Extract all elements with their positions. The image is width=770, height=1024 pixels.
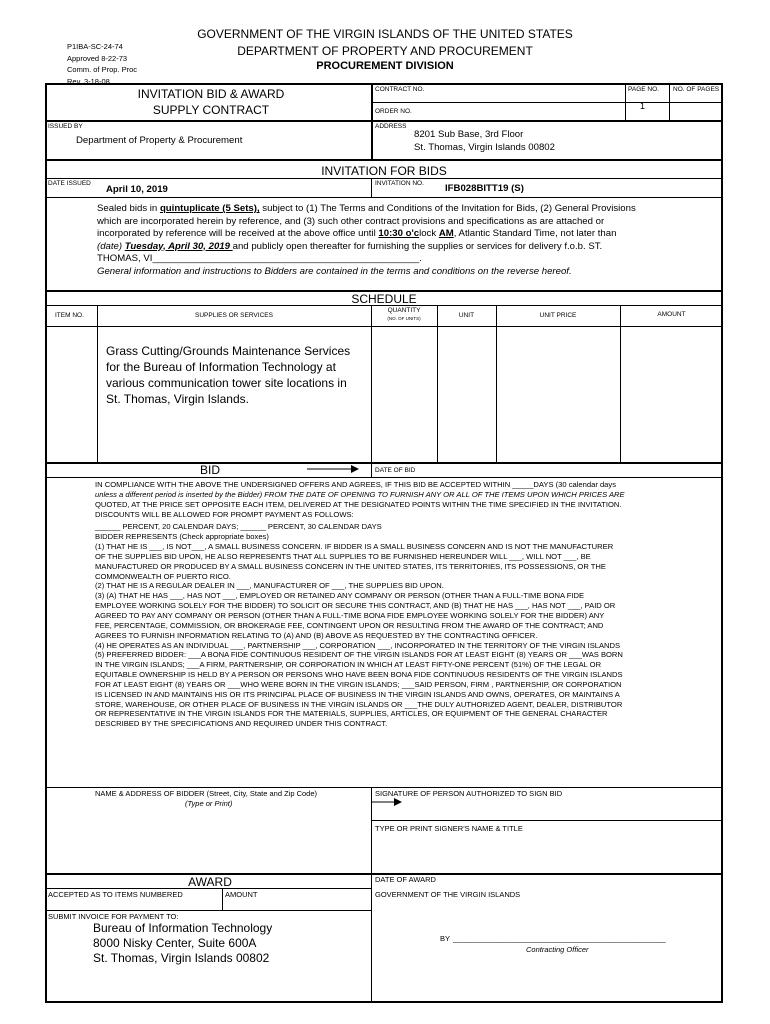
bid-line: COMMONWEALTH OF PUERTO RICO.: [95, 571, 231, 581]
invitation-text: Sealed bids in: [97, 203, 160, 214]
page-no-label: PAGE NO.: [628, 86, 659, 93]
no-of-pages-label: NO. OF PAGES: [673, 86, 720, 93]
schedule-title: SCHEDULE: [351, 292, 417, 306]
award-title: AWARD: [188, 875, 232, 889]
col-supplies: SUPPLIES OR SERVICES: [195, 312, 273, 319]
government-label: GOVERNMENT OF THE VIRGIN ISLANDS: [375, 890, 521, 899]
invoice-line: St. Thomas, Virgin Islands 00802: [93, 951, 270, 965]
date-of-award-label: DATE OF AWARD: [375, 875, 436, 884]
order-no-label: ORDER NO.: [375, 108, 412, 115]
bid-line: (4) HE OPERATES AS AN INDIVIDUAL ___, PARTNERSHIP ___, CORPORATION ___, INCORPORATED IN THE TERRITORY OF THE VIRGIN ISLANDS: [95, 640, 621, 650]
invitation-title: INVITATION FOR BIDS: [321, 164, 447, 178]
amount-label: AMOUNT: [225, 890, 258, 899]
invitation-text: and publicly open thereafter for furnishing the supplies or services for delivery f.o.b. ST.: [232, 240, 603, 252]
bid-line: OR REPRESENTATIVE IN THE VIRGIN ISLANDS FOR THE MATERIALS, SUPPLIES, ARTICLES, OR EQUIPMENT OF THE GENERAL CHARACTER: [95, 709, 608, 719]
bid-line: IN THE VIRGIN ISLANDS; ___A FIRM, PARTNERSHIP, OR CORPORATION IN WHICH AT LEAST FIFTY-ONE PERCENT (51%) OF THE LEGAL OR: [95, 660, 602, 670]
col-quantity-sub: (NO. OF UNITS): [387, 316, 421, 321]
accepted-items-label: ACCEPTED AS TO ITEMS NUMBERED: [48, 890, 183, 899]
header-government: GOVERNMENT OF THE VIRGIN ISLANDS OF THE UNITED STATES: [197, 27, 573, 41]
invitation-no-value: IFB028BITT19 (S): [445, 183, 524, 194]
bid-line: STORE, WAREHOUSE, OR OTHER PLACE OF BUSINESS IN THE VIRGIN ISLANDS OR ___THE DULY AUTHORIZED AGENT, DEALER, DISTRIBUTOR: [95, 699, 623, 709]
delivery-location: THOMAS, VI: [97, 253, 153, 264]
arrow-right-icon: [307, 464, 359, 474]
header-division: PROCUREMENT DIVISION: [316, 60, 454, 72]
signer-name-label: TYPE OR PRINT SIGNER'S NAME & TITLE: [375, 824, 523, 833]
bid-line: (5) PREFERRED BIDDER: ___A BONA FIDE CONTINUOUS RESIDENT OF THE VIRGIN ISLANDS FOR AT LEAST EIGHT (8) YEARS OR ___WAS BORN: [95, 650, 623, 660]
date-issued-value: April 10, 2019: [106, 184, 168, 195]
schedule-description: [106, 343, 350, 407]
bid-line: EMPLOYEE WORKING SOLELY FOR THE BIDDER) TO SOLICIT OR SECURE THIS CONTRACT, AND (B) THAT HE HAS ___, HAS NOT ___, PAID OR: [95, 601, 616, 611]
date-issued-label: DATE ISSUED: [48, 180, 91, 187]
bid-line: (3) (A) THAT HE HAS ___, HAS NOT ___, EMPLOYED OR RETAINED ANY COMPANY OR PERSON (OTHER THAN A FULL-TIME BONA FIDE: [95, 591, 585, 601]
arrow-right-icon: [372, 797, 402, 807]
by-label: BY: [440, 934, 451, 943]
contracting-officer-label: Contracting Officer: [526, 945, 589, 954]
header-department: DEPARTMENT OF PROPERTY AND PROCUREMENT: [237, 44, 533, 58]
form-code-line: Rev. 3-18-08: [67, 76, 110, 86]
bid-line: BIDDER REPRESENTS (Check appropriate boxes): [95, 532, 269, 542]
bid-line: EQUITABLE OWNERSHIP IS HELD BY A PERSON OR PERSONS WHO HAVE BEEN BONA FIDE CONTINUOUS RESIDENTS OF THE VIRGIN ISLANDS: [95, 670, 623, 680]
quintuplicate-text: quintuplicate (5 Sets),: [159, 203, 260, 214]
by-signature-line: ___________________________________________________: [453, 934, 666, 943]
opening-date: Tuesday, April 30, 2019: [124, 240, 233, 252]
bid-line: IS LICENSED IN AND MAINTAINS HIS OR ITS PRINCIPAL PLACE OF BUSINESS IN THE VIRGIN ISLANDS AND OWNS, OPERATES, OR MAINTAINS A: [95, 689, 620, 699]
bid-line: MANUFACTURED OR PRODUCED BY A SMALL BUSINESS CONCERN IN THE UNITED STATES, ITS TERRITORIES, ITS POSSESSIONS, OR THE: [95, 561, 606, 571]
bid-line: AGREES TO FURNISH INFORMATION RELATING TO (A) AND (B) ABOVE AS REQUESTED BY THE CONTRACTING OFFICER.: [95, 630, 538, 640]
description-line: various communication tower site locations in: [106, 376, 347, 390]
bidder-name-label: NAME & ADDRESS OF BIDDER (Street, City, State and Zip Code): [95, 789, 318, 798]
col-unit: UNIT: [458, 312, 475, 319]
bid-line: (1) THAT HE IS ___, IS NOT___, A SMALL BUSINESS CONCERN. IF BIDDER IS A SMALL BUSINESS CONCERN AND IS NOT THE MANUFACTURER: [95, 542, 614, 552]
invitation-text: , Atlantic Standard Time, not later than: [453, 228, 617, 239]
description-line: for the Bureau of Information Technology at: [106, 360, 336, 374]
form-title-line2: SUPPLY CONTRACT: [152, 103, 270, 117]
invitation-no-label: INVITATION NO.: [375, 180, 424, 187]
address-value: [414, 128, 555, 154]
bid-line: ______ PERCENT, 20 CALENDAR DAYS; ______ PERCENT, 30 CALENDAR DAYS: [95, 522, 382, 532]
issued-by-label: ISSUED BY: [48, 123, 83, 130]
form-code: [67, 41, 137, 87]
bid-line: OF THE SUPPLIES BID UPON, HE ALSO REPRESENTS THAT ALL SUPPLIES TO BE FURNISHED HEREUNDER WILL ___, WILL NOT ___, BE: [95, 551, 591, 561]
invitation-body: [97, 203, 717, 278]
invitation-text: incorporated by reference will be received at the above office until: [97, 228, 379, 239]
bidder-name-sub: (Type or Print): [185, 799, 233, 808]
form-code-line: P1IBA-SC-24-74: [67, 42, 123, 51]
date-label: (date): [97, 240, 125, 252]
submit-invoice-label: SUBMIT INVOICE FOR PAYMENT TO:: [48, 912, 179, 921]
col-quantity: QUANTITY: [387, 307, 421, 314]
description-line: Grass Cutting/Grounds Maintenance Services: [106, 344, 351, 358]
address-label: ADDRESS: [375, 123, 407, 130]
date-of-bid-label: DATE OF BID: [375, 467, 416, 474]
address-line1: 8201 Sub Base, 3rd Floor: [414, 129, 524, 140]
issued-by-value: Department of Property & Procurement: [76, 135, 243, 146]
col-amount: AMOUNT: [657, 311, 686, 318]
general-info: General information and instructions to Bidders are contained in the terms and conditions on the reverse hereof.: [97, 265, 572, 277]
bid-line: (2) THAT HE IS A REGULAR DEALER IN ___, MANUFACTURER OF ___, THE SUPPLIES BID UPON.: [95, 581, 444, 591]
invoice-address: [93, 921, 272, 966]
col-unit-price: UNIT PRICE: [539, 312, 577, 319]
address-line2: St. Thomas, Virgin Islands 00802: [414, 142, 555, 153]
bid-line: DESCRIBED BY THE SPECIFICATIONS AND REQUIRED UNDER THIS CONTRACT.: [95, 719, 388, 729]
bid-line: IN COMPLIANCE WITH THE ABOVE THE UNDERSIGNED OFFERS AND AGREES, IF THIS BID BE ACCEPTED WITHIN _____DAYS (30 calendar days: [95, 480, 617, 489]
form-code-line: Comm. of Prop. Proc: [67, 65, 138, 74]
invitation-text: lock: [419, 228, 439, 239]
bid-line: QUOTED, AT THE PRICE SET OPPOSITE EACH ITEM, DELIVERED AT THE DESIGNATED POINTS WITHIN THE TIME SPECIFIED IN THE INVITATION.: [95, 499, 622, 509]
bid-line: unless a different period is inserted by the Bidder) FROM THE DATE OF OPENING TO FURNISH ANY OR ALL OF THE ITEMS UPON WHICH PRICES ARE: [95, 489, 625, 499]
form-title-line1: INVITATION BID & AWARD: [137, 87, 285, 101]
delivery-blank: __________________________________________________.: [152, 253, 422, 264]
col-item-no: ITEM NO.: [55, 312, 84, 319]
invoice-line: Bureau of Information Technology: [93, 921, 273, 935]
bid-line: DISCOUNTS WILL BE ALLOWED FOR PROMPT PAYMENT AS FOLLOWS:: [95, 509, 354, 519]
contract-no-label: CONTRACT NO.: [375, 86, 425, 93]
signature-label: SIGNATURE OF PERSON AUTHORIZED TO SIGN BID: [375, 789, 563, 798]
invitation-text: which are incorporated herein by reference, and (3) such other contract provisions and specifications as are attached or: [97, 215, 605, 227]
bid-line: AGREED TO PAY ANY COMPANY OR PERSON (OTHER THAN A FULL-TIME BONA FIDE EMPLOYEE WORKING SOLELY FOR THE BIDDER) ANY: [95, 610, 605, 620]
bid-line: FEE, PERCENTAGE, COMMISSION, OR BROKERAGE FEE, CONTINGENT UPON OR RESULTING FROM THE AWARD OF THE CONTRACT; AND: [95, 620, 604, 630]
bid-terms: [95, 480, 625, 729]
form-title: [96, 86, 326, 118]
bid-title: BID: [199, 463, 220, 477]
invoice-line: 8000 Nisky Center, Suite 600A: [93, 936, 257, 950]
form-code-line: Approved 8-22-73: [67, 53, 128, 63]
description-line: St. Thomas, Virgin Islands.: [106, 392, 249, 406]
invitation-text: subject to (1) The Terms and Conditions of the Invitation for Bids, (2) General Provisions: [259, 203, 636, 214]
document-header: [170, 26, 600, 74]
opening-ampm: AM: [438, 228, 454, 239]
opening-time: 10:30 o'c: [378, 228, 420, 239]
bid-line: FOR AT LEAST EIGHT (8) YEARS OR ___WHO WERE BORN IN THE VIRGIN ISLANDS; ___SAID PERSON, FIRM , PARTNERSHIP, OR CORPORATION: [95, 679, 622, 689]
page-no-value: 1: [640, 101, 646, 111]
